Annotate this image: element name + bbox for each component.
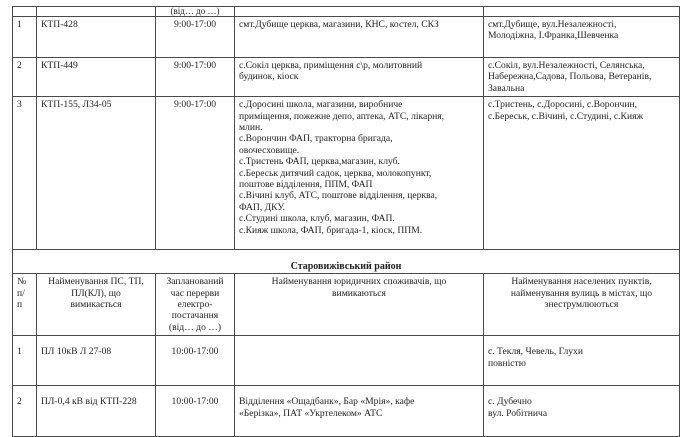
consumers-cell [235,386,484,437]
consumers-line: с.Ворончин ФАП, тракторна бригада, [239,133,393,145]
outage-time: 10:00-17:00 [156,386,235,437]
consumers-line: будинок, кіоск [239,71,299,83]
cell-name [37,7,156,17]
header-name-line: вимикається [70,299,122,311]
consumers-line: ФАП, ДКУ. [239,201,286,213]
line-name: КТП-428 [37,17,156,58]
header-time-line: (від… до …) [168,321,222,333]
streets-line: Набережна,Садова, Польова, Ветеранів, [488,71,652,83]
consumers-cell [235,336,484,386]
outage-time: 9:00-17:00 [156,58,235,97]
header-name [37,274,156,336]
row-number: 1 [13,17,37,58]
header-num [13,274,37,336]
table-row [13,58,680,97]
line-name: КТП-449 [37,58,156,97]
header-streets-line: найменування вулиць в містах, що [510,287,653,299]
header-consumers-line: Найменування юридичних споживачів, що [271,276,447,288]
streets-line: с.Береськ, с.Вічині, с.Студині, с.Кияж [488,110,644,122]
header-num-line: п [17,299,23,311]
header-time-line: електро- [177,299,213,311]
consumers-line: с.Вічині клуб, АТС, поштове відділення, церква, [239,190,438,202]
row-number: 2 [13,58,37,97]
outage-time: 10:00-17:00 [156,336,235,386]
consumers-line: приміщення, пожежне депо, аптека, АТС, лікарня, [239,110,445,122]
consumers-line: млин. [239,122,263,134]
consumers-line: с.Тристень ФАП, церква,магазин, клуб. [239,156,400,168]
consumers-line: поштове відділення, ППМ, ФАП [239,179,373,191]
streets-line: с.Сокіл, вул.Незалежності, Селянська, [488,60,645,71]
consumers-cell [235,97,484,250]
streets-cell [484,336,680,386]
streets-cell [484,58,680,97]
consumers-cell [235,17,484,58]
consumers-line: с.Береськ дитячий садок, церква, молокопункт, [239,167,432,179]
header-time-line: Запланований [166,276,224,288]
streets-line: повністю [488,357,526,369]
header-fragment-row [13,7,680,17]
consumers-line: с.Кияж школа, ФАП, бригада-1, кіоск, ППМ. [239,224,423,236]
streets-cell [484,386,680,437]
header-time [156,274,235,336]
table-row [13,386,680,437]
header-time-line: постачання [171,310,219,322]
header-num-line: № [17,276,27,288]
header-consumers-line: вимикаються [332,287,386,299]
cell-num [13,7,37,17]
header-name-line: ПЛ(КЛ), що [71,287,121,299]
header-streets-line: знеструмлюються [544,299,619,311]
row-number: 2 [13,386,37,437]
streets-line: Завальна [488,82,525,94]
table-header-row [13,274,680,336]
header-streets-line: Найменування населених пунктів, [511,276,652,288]
consumers-line: Відділення «Ощадбанк», Бар «Мрія», кафе [239,396,415,408]
streets-line: с. Дубечно [488,396,532,408]
streets-line: с.Тристень, с.Доросині, с.Ворончин, [488,99,637,111]
header-streets [484,274,680,336]
consumers-cell [235,58,484,97]
cell-streets [484,7,680,17]
cell-time-header-fragment: (від… до …) [156,7,235,17]
streets-line: Молодіжна, І.Франка,Шевченка [488,30,619,42]
streets-cell [484,17,680,58]
streets-line: с. Текля, Чевель, Глухи [488,346,583,358]
consumers-line: смт.Дубище церква, магазини, КНС, костел, СКЗ [239,19,439,30]
consumers-line: с.Доросині школа, магазини, виробниче [239,99,403,111]
streets-line: вул. Робітнича [488,407,548,419]
line-name: ПЛ-0,4 кВ від КТП-228 [37,386,156,437]
consumers-line: овочесховище. [239,144,300,156]
table-row [13,336,680,386]
table-row [13,17,680,58]
row-number: 3 [13,97,37,250]
table-row [13,97,680,250]
consumers-line: с.Сокіл церква, приміщення с\р, молитовний [239,60,423,71]
line-name: КТП-155, Л34-05 [37,97,156,250]
district-row [13,250,680,274]
cell-consumers [235,7,484,17]
outage-time: 9:00-17:00 [156,97,235,250]
outage-schedule-table [12,6,680,437]
header-name-line: Найменування ПС, ТП, [48,276,144,288]
district-title: Старовижівський район [13,250,680,274]
line-name: ПЛ 10кВ Л 27-08 [37,336,156,386]
outage-time: 9:00-17:00 [156,17,235,58]
consumers-line: «Берізка», ПАТ «Укртелеком» АТС [239,407,383,419]
row-number: 1 [13,336,37,386]
header-consumers [235,274,484,336]
header-num-line: п/ [17,287,25,299]
header-time-line: час перерви [170,287,220,299]
streets-line: смт.Дубище, вул.Незалежності, [488,19,617,30]
consumers-line: с.Студині школа, клуб, магазин, ФАП. [239,213,395,225]
streets-cell [484,97,680,250]
